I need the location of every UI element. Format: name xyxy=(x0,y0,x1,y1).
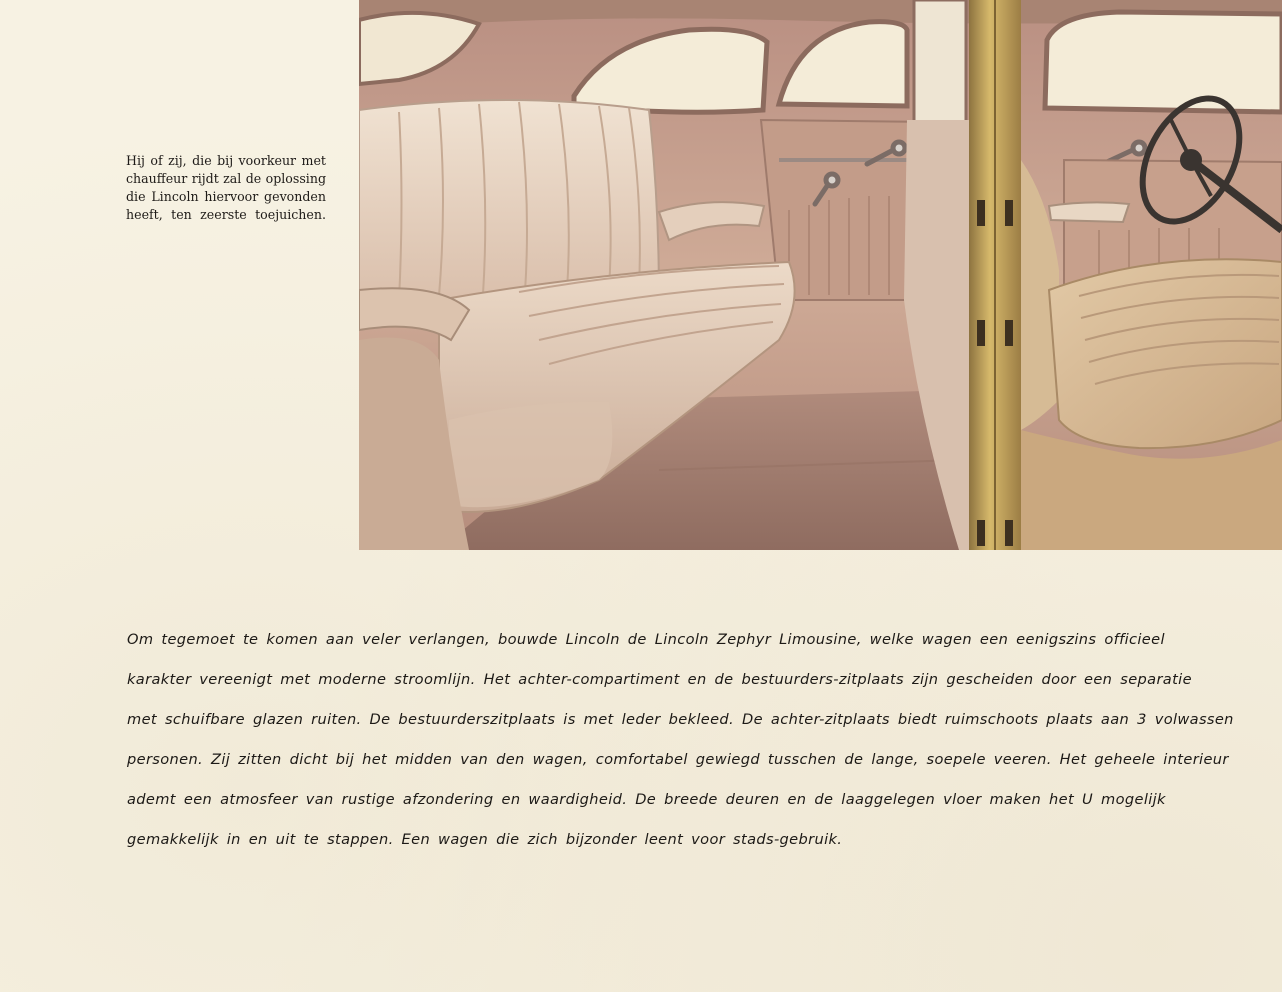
caption-line: die Lincoln hiervoor gevonden xyxy=(126,189,326,204)
paragraph-line: ademt een atmosfeer van rustige afzondering en waardigheid. De breede deuren en de laaggelegen vloer maken het U mogelijk xyxy=(127,791,1166,808)
paragraph-line: karakter vereenigt met moderne stroomlijn. Het achter-compartiment en de bestuurders-zitplaats zijn gescheiden door een separatie xyxy=(127,671,1192,688)
front-armrest xyxy=(1049,202,1129,222)
paragraph-line: gemakkelijk in en uit te stappen. Een wagen die zich bijzonder leent voor stads-gebruik. xyxy=(127,831,843,848)
paragraph-line: Om tegemoet te komen aan veler verlangen, bouwde Lincoln de Lincoln Zephyr Limousine, welke wagen een eenigszins officieel xyxy=(127,631,1165,648)
partition-glass xyxy=(914,0,966,138)
front-seat xyxy=(1049,259,1282,448)
front-door-window xyxy=(1045,12,1282,112)
paragraph-line: met schuifbare glazen ruiten. De bestuurderszitplaats is met leder bekleed. De achter-zitplaats biedt ruimschoots plaats aan 3 volwassen xyxy=(127,711,1234,728)
paragraph-line: personen. Zij zitten dicht bij het midden van den wagen, comfortabel gewiegd tusschen de lange, soepele veeren. Het geheele interieur xyxy=(127,751,1229,768)
caption-line: Hij of zij, die bij voorkeur met xyxy=(126,153,326,168)
illustration-caption xyxy=(126,152,326,224)
description-paragraph xyxy=(127,624,1234,864)
caption-line: heeft, ten zeerste toejuichen. xyxy=(126,207,326,222)
car-interior-illustration xyxy=(359,0,1282,550)
caption-line: chauffeur rijdt zal de oplossing xyxy=(126,171,326,186)
car-interior-drawing xyxy=(359,0,1282,550)
